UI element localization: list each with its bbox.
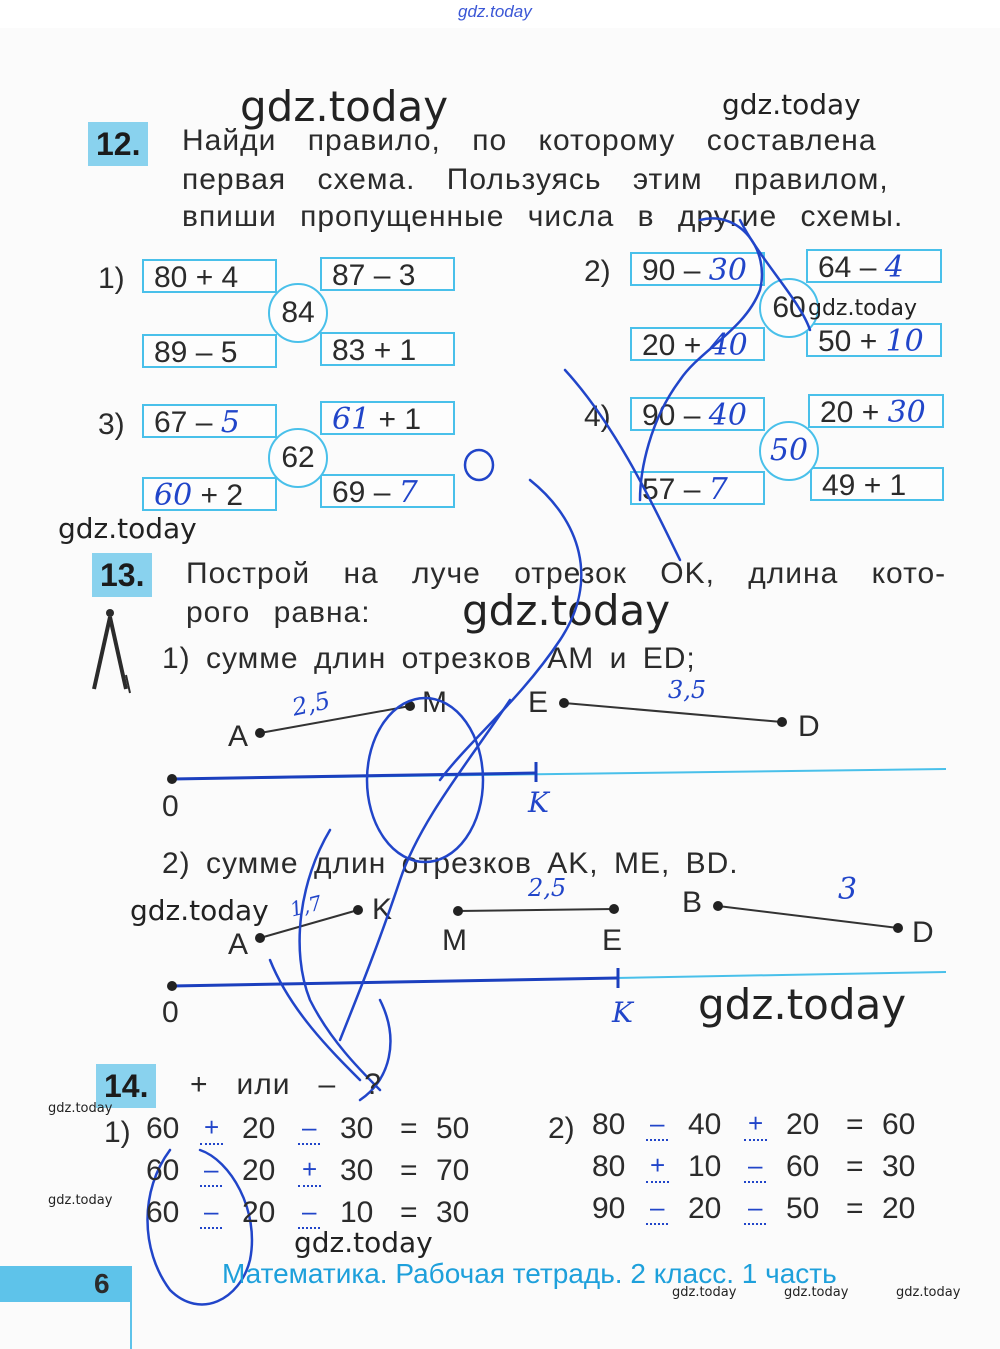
number: 30 bbox=[340, 1112, 374, 1145]
number: 50 bbox=[786, 1192, 820, 1225]
number: 20 bbox=[242, 1154, 276, 1187]
task12-line2: первая схема. Пользуясь этим правилом, bbox=[182, 163, 889, 196]
ex2-tl-printed: 90 – bbox=[642, 254, 701, 287]
ex4-tl-answer: 40 bbox=[708, 398, 747, 433]
point-e-label: E bbox=[528, 686, 549, 719]
point-a2-label: A bbox=[228, 928, 249, 961]
ex1-bottom-left-box: 89 – 5 bbox=[142, 334, 277, 368]
ex2-tr-printed: 64 – bbox=[818, 251, 877, 284]
equals-sign: = bbox=[846, 1192, 864, 1225]
origin2-label: 0 bbox=[162, 996, 179, 1029]
task-number-12: 12. bbox=[88, 122, 148, 166]
operator-slot[interactable]: + bbox=[646, 1150, 669, 1183]
watermark-top: gdz.today bbox=[458, 2, 532, 21]
operator-slot[interactable]: + bbox=[744, 1108, 767, 1141]
ex2-br-printed: 50 + bbox=[818, 325, 878, 358]
ex2-br-answer: 10 bbox=[885, 324, 924, 359]
watermark: gdz.today bbox=[808, 296, 918, 321]
ex4-label: 4) bbox=[584, 400, 611, 433]
number: 30 bbox=[340, 1154, 374, 1187]
ex2-center-circle: 60 bbox=[759, 278, 819, 338]
point-m-label: M bbox=[422, 686, 447, 719]
watermark: gdz.today bbox=[462, 586, 671, 635]
watermark: gdz.today bbox=[896, 1285, 961, 1300]
task-number-14: 14. bbox=[96, 1064, 156, 1108]
ex3-tl-printed: 67 – bbox=[154, 406, 213, 439]
operator-slot[interactable]: – bbox=[744, 1192, 766, 1225]
number: 40 bbox=[688, 1108, 722, 1141]
point-a-label: A bbox=[228, 720, 249, 753]
ex1-bottom-right-box: 83 + 1 bbox=[320, 332, 455, 366]
result: 30 bbox=[436, 1196, 470, 1229]
watermark: gdz.today bbox=[294, 1226, 433, 1259]
number: 80 bbox=[592, 1108, 626, 1141]
ex3-br-printed: 69 – bbox=[332, 476, 391, 509]
ex3-bl-answer: 60 bbox=[154, 478, 193, 513]
point-k-handwritten: K bbox=[528, 786, 549, 819]
task-number-13: 13. bbox=[92, 553, 152, 597]
operator-slot[interactable]: + bbox=[200, 1112, 223, 1145]
equals-sign: = bbox=[400, 1154, 418, 1187]
operator-slot[interactable]: – bbox=[200, 1154, 222, 1187]
operator-slot[interactable]: + bbox=[298, 1154, 321, 1187]
number: 10 bbox=[340, 1196, 374, 1229]
equals-sign: = bbox=[846, 1108, 864, 1141]
ex3-tl-answer: 5 bbox=[220, 405, 240, 440]
point-d-label: D bbox=[798, 710, 820, 743]
point-e2-label: E bbox=[602, 924, 623, 957]
task14-col1-label: 1) bbox=[104, 1116, 131, 1149]
watermark: gdz.today bbox=[784, 1285, 849, 1300]
task12-line3: впиши пропущенные числа в другие схемы. bbox=[182, 200, 904, 233]
watermark: gdz.today bbox=[48, 1193, 113, 1208]
number: 80 bbox=[592, 1150, 626, 1183]
page-number-tab bbox=[0, 1266, 132, 1302]
result: 60 bbox=[882, 1108, 916, 1141]
operator-slot[interactable]: – bbox=[298, 1112, 320, 1145]
ex3-tr-answer: 61 bbox=[332, 402, 371, 437]
point-b2-label: B bbox=[682, 886, 703, 919]
ex2-tr-answer: 4 bbox=[884, 250, 904, 285]
equals-sign: = bbox=[400, 1196, 418, 1229]
ex2-tl-answer: 30 bbox=[708, 253, 747, 288]
ex4-tr-answer: 30 bbox=[887, 395, 926, 430]
me-length-handwritten: 2,5 bbox=[528, 874, 567, 902]
task13-line2: рого равна: bbox=[186, 596, 371, 629]
number: 60 bbox=[146, 1112, 180, 1145]
ex4-bl-answer: 7 bbox=[708, 472, 728, 507]
bd-length-handwritten: 3 bbox=[838, 872, 858, 907]
task13-item1: 1) сумме длин отрезков AM и ED; bbox=[162, 642, 696, 675]
footer-title: Математика. Рабочая тетрадь. 2 класс. 1 часть bbox=[222, 1258, 837, 1289]
result: 50 bbox=[436, 1112, 470, 1145]
number: 20 bbox=[242, 1196, 276, 1229]
ak-length-handwritten: 1,7 bbox=[287, 890, 325, 922]
ex3-center-circle: 62 bbox=[268, 428, 328, 488]
task13-item2: 2) сумме длин отрезков AK, ME, BD. bbox=[162, 847, 739, 880]
watermark: gdz.today bbox=[240, 82, 449, 131]
ex4-bottom-right-box: 49 + 1 bbox=[810, 467, 944, 501]
operator-slot[interactable]: – bbox=[298, 1196, 320, 1229]
ex1-label: 1) bbox=[98, 262, 125, 295]
watermark: gdz.today bbox=[58, 512, 197, 545]
ex3-bl-printed: + 2 bbox=[200, 479, 244, 512]
ex1-center-circle: 84 bbox=[268, 283, 328, 343]
task13-line1: Построй на луче отрезок OK, длина кото- bbox=[186, 557, 947, 590]
number: 60 bbox=[146, 1196, 180, 1229]
ex1-top-left-box: 80 + 4 bbox=[142, 259, 277, 293]
ex4-tl-printed: 90 – bbox=[642, 399, 701, 432]
task14-prompt: + или – ? bbox=[190, 1068, 382, 1101]
result: 30 bbox=[882, 1150, 916, 1183]
page-number: 6 bbox=[94, 1268, 110, 1299]
footer-margin-line bbox=[130, 1266, 132, 1349]
result: 70 bbox=[436, 1154, 470, 1187]
point-d2-label: D bbox=[912, 916, 934, 949]
number: 10 bbox=[688, 1150, 722, 1183]
point-k2-label: K bbox=[372, 893, 393, 926]
number: 60 bbox=[786, 1150, 820, 1183]
ex3-br-answer: 7 bbox=[398, 475, 418, 510]
am-length-handwritten: 2,5 bbox=[289, 686, 333, 722]
ex1-top-right-box: 87 – 3 bbox=[320, 257, 455, 291]
watermark: gdz.today bbox=[672, 1285, 737, 1300]
operator-slot[interactable]: – bbox=[744, 1150, 766, 1183]
result: 20 bbox=[882, 1192, 916, 1225]
ex4-center-circle: 50 bbox=[759, 421, 819, 481]
number: 20 bbox=[688, 1192, 722, 1225]
point-k2-handwritten: K bbox=[612, 996, 633, 1029]
ed-length-handwritten: 3,5 bbox=[668, 676, 707, 704]
equals-sign: = bbox=[400, 1112, 418, 1145]
number: 20 bbox=[242, 1112, 276, 1145]
origin-label: 0 bbox=[162, 790, 179, 823]
number: 90 bbox=[592, 1192, 626, 1225]
point-m2-label: M bbox=[442, 924, 467, 957]
operator-slot[interactable]: – bbox=[646, 1192, 668, 1225]
watermark: gdz.today bbox=[722, 88, 861, 121]
equals-sign: = bbox=[846, 1150, 864, 1183]
ex2-label: 2) bbox=[584, 255, 611, 288]
number: 60 bbox=[146, 1154, 180, 1187]
ex4-bl-printed: 57 – bbox=[642, 473, 701, 506]
operator-slot[interactable]: – bbox=[200, 1196, 222, 1229]
watermark: gdz.today bbox=[130, 894, 269, 927]
ex2-bl-printed: 20 + bbox=[642, 329, 702, 362]
watermark: gdz.today bbox=[48, 1101, 113, 1116]
task14-col2-label: 2) bbox=[548, 1112, 575, 1145]
ex2-bl-answer: 40 bbox=[709, 328, 748, 363]
watermark: gdz.today bbox=[698, 980, 907, 1029]
number: 20 bbox=[786, 1108, 820, 1141]
ex3-tr-printed: + 1 bbox=[378, 403, 422, 436]
ex3-label: 3) bbox=[98, 408, 125, 441]
task12-line1: Найди правило, по которому составлена bbox=[182, 124, 877, 157]
operator-slot[interactable]: – bbox=[646, 1108, 668, 1141]
ex4-tr-printed: 20 + bbox=[820, 396, 880, 429]
